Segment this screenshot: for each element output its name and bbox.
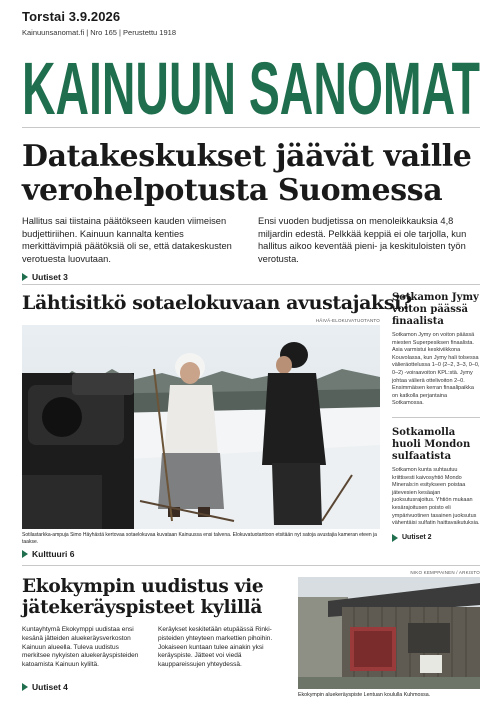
lead-headline[interactable]: Datakeskukset jäävät vaille verohelpotusta Suomessa (22, 139, 472, 208)
ekokymppi-photo-illustration (298, 577, 480, 689)
masthead-divider (22, 127, 480, 128)
mondo-body: Sotkamon kunta suhtautuu kriittisesti kaivosyhtiö Mondo Minerals:in esitykseen poistaa jätevesien kesäajan juoksutusrajoitus. Yhtiön mukaan kesärajoitusen poisto eli ympärivuotinen tasainen juoksutus vähentäisi sulfatin haittavaikutuksia. (392, 466, 480, 527)
play-triangle-icon (22, 683, 28, 691)
logo-text: KAINUUN SANOMAT (22, 52, 480, 122)
lead-story (22, 140, 480, 282)
section-divider-2 (22, 565, 480, 566)
mondo-page-ref[interactable] (392, 534, 480, 542)
lead-page-ref-label: Uutiset 3 (32, 272, 68, 282)
ekokymppi-photo-caption: Ekokympin aluekeräyspiste Lentuan koululla Kuhmossa. (298, 692, 431, 698)
issue-date: Torstai 3.9.2026 (22, 9, 121, 24)
mondo-page-ref-label: Uutiset 2 (402, 534, 432, 542)
lead-body-col-1: Hallitus sai tiistaina päätökseen kauden viimeisen budjettiriihen. Kainuun kannalta kenties merkittävimpiä päätöksiä oli se, että datakeskusten verotuesta luovutaan. (22, 216, 232, 264)
lead-page-ref[interactable] (22, 272, 480, 282)
masthead (22, 9, 480, 37)
ekokymppi-headline[interactable]: Ekokympin uudistus vie jätekeräyspisteet kylillä (22, 576, 264, 618)
film-photo-caption: Sotilastarkka-ampuja Simo Häyhästä kertovaa sotaelokuvaa kuvataan Kainuussa ensi talvena. Elokuvatuotantoon etsitään nyt satoja avustajia kameran eteen ja taakse. (22, 532, 377, 545)
ekokymppi-body-col-1: Kuntayhtymä Ekokymppi uudistaa ensi kesänä jätteiden aluekeräysverkoston Kainuun alueella. Tuleva uudistus merkitsee nykyisten aluekeräyspisteiden katoamista Kainuun kyliltä. (22, 626, 139, 669)
film-photo-credit: HÄIVÄ-ELOKUVATUOTANTO (315, 318, 380, 323)
play-triangle-icon (22, 550, 28, 558)
jymy-headline[interactable]: Sotkamon Jymy voiton päässä finaalista (392, 292, 479, 327)
ekokymppi-photo-block (298, 570, 480, 699)
jymy-body: Sotkamon Jymy on voiton päässä miesten Superpesiksen finaalista. Asia varmistui keskiviikkona Kouvolassa, kun Jymy hali tolsessa välieräottelussa 1–0 (2–2, 3–3, 0–0, 0–2) -voiraavoiton KPL:stä. Jymy johtaa välierä ottelivoiton 2–0. Ensimmäisen kerran finaalipaikka on katkolla perjantaina Sotkamossa. (392, 332, 480, 407)
play-triangle-icon (22, 273, 28, 281)
ekokymppi-story (22, 576, 284, 692)
film-photo-illustration (22, 325, 380, 529)
section-divider-1 (22, 284, 480, 285)
sidebar-divider (392, 417, 480, 418)
film-headline[interactable]: Lähtisitkö sotaelokuvaan avustajaksi? (22, 292, 412, 314)
sidebar-stories (392, 292, 480, 542)
ekokymppi-page-ref[interactable] (22, 682, 284, 692)
film-story (22, 292, 412, 559)
film-photo[interactable] (22, 325, 380, 529)
ekokymppi-body-col-2: Keräykset keskitetään etupäässä Rinki-pisteiden yhteyteen markettien pihoihin. Jokaiseen kuntaan tulee ainakin yksi keräyspiste. Jätteet voi viedä kauppareissujen yhteydessä. (158, 626, 273, 669)
issue-meta: Kainuunsanomat.fi | Nro 165 | Perustettu 1918 (22, 28, 176, 37)
film-page-ref-label: Kulttuuri 6 (32, 549, 75, 559)
film-page-ref[interactable] (22, 549, 380, 559)
ekokymppi-page-ref-label: Uutiset 4 (32, 681, 68, 692)
lead-body-col-2: Ensi vuoden budjetissa on menoleikkauksia 4,8 miljardin edestä. Pelkkää keppiä ei ole tarjolla, kun hallitus aikoo keventää pieni- ja keskituloisten työn verotusta. (258, 216, 467, 264)
mondo-headline[interactable]: Sotkamolla huoli Mondon sulfaatista (392, 426, 471, 462)
play-triangle-icon (392, 534, 398, 542)
ekokymppi-photo-credit: NIKO KEMPPAINEN / ARKISTO (410, 570, 480, 575)
ekokymppi-photo[interactable] (298, 577, 480, 689)
newspaper-logo (22, 52, 480, 122)
